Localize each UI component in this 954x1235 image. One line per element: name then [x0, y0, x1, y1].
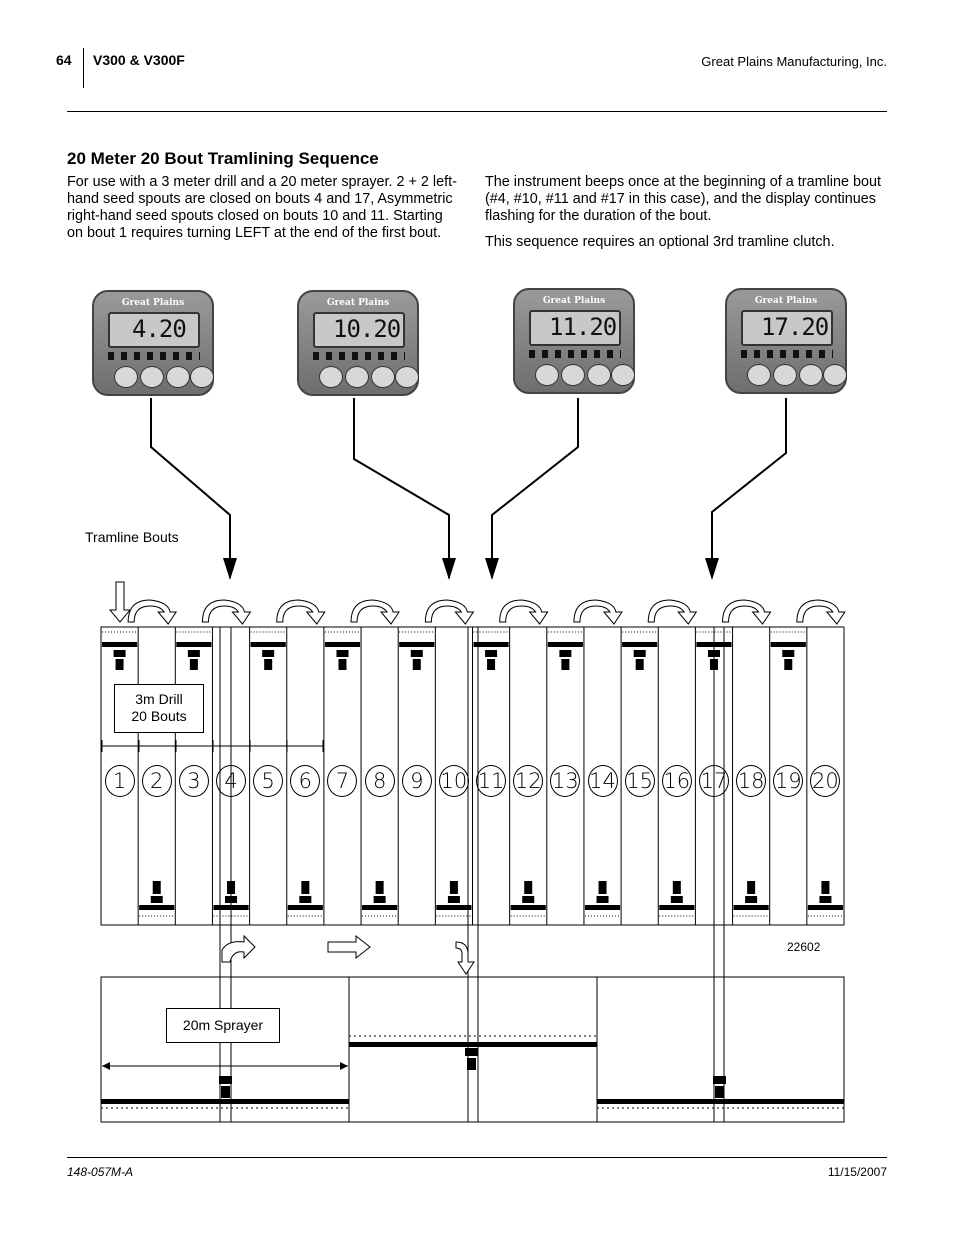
- start-down-arrow: [110, 582, 130, 622]
- figure-number: 22602: [787, 940, 821, 954]
- rate-monitor-bout-10: [297, 290, 419, 396]
- drill-label-box: [114, 684, 204, 733]
- sprayer-turn-arrow: [222, 936, 255, 962]
- bout-number: 15: [625, 765, 655, 797]
- drill-bottom-mark: [659, 881, 694, 916]
- bout-number: 2: [142, 765, 172, 797]
- drill-bottom-mark: [511, 881, 546, 916]
- clutch-paragraph: This sequence requires an optional 3rd tramline clutch.: [485, 234, 835, 250]
- monitor-brand: Great Plains: [754, 296, 818, 306]
- drill-top-mark: [325, 632, 360, 670]
- sprayer-return-arrow: [456, 942, 474, 974]
- turn-arrow: [574, 600, 622, 624]
- bout-number: 19: [773, 765, 803, 797]
- monitor-status-icons: [108, 352, 200, 360]
- bout-number: 5: [253, 765, 283, 797]
- bout-number: 1: [105, 765, 135, 797]
- section-title: 20 Meter 20 Bout Tramlining Sequence: [67, 149, 379, 168]
- bout-number: 11: [476, 765, 506, 797]
- monitor-button: [140, 366, 164, 388]
- monitor-button: [611, 364, 635, 386]
- monitor-screen: [313, 312, 405, 348]
- turn-arrow: [128, 600, 176, 624]
- tramline-bouts-label: Tramline Bouts: [85, 529, 179, 545]
- bout-number: 8: [365, 765, 395, 797]
- monitor-button: [561, 364, 585, 386]
- bout-number: 17: [699, 765, 729, 797]
- monitor-button: [371, 366, 395, 388]
- leader-line-bout-10: [354, 398, 449, 578]
- bout-number: 13: [550, 765, 580, 797]
- bout-number: 18: [736, 765, 766, 797]
- bout-number: 3: [179, 765, 209, 797]
- bout-number: 10: [439, 765, 469, 797]
- bout-number: 12: [513, 765, 543, 797]
- beep-paragraph: The instrument beeps once at the beginning of a tramline bout (#4, #10, #11 and #17 in this case), and the display continues flashing for the duration of the bout.: [485, 174, 881, 224]
- turn-arrow: [425, 600, 473, 624]
- monitor-button: [823, 364, 847, 386]
- drill-bottom-mark: [585, 881, 620, 916]
- drill-label-line1: 3m Drill: [135, 691, 183, 707]
- leader-line-bout-17: [712, 398, 786, 578]
- monitor-status-icons: [313, 352, 405, 360]
- drill-top-mark: [548, 632, 583, 670]
- monitor-brand: Great Plains: [542, 296, 606, 306]
- bout-number: 20: [810, 765, 840, 797]
- bout-number: 14: [588, 765, 618, 797]
- page-number: 64: [56, 52, 72, 68]
- monitor-button: [535, 364, 559, 386]
- monitor-button: [395, 366, 419, 388]
- drill-top-mark: [102, 632, 137, 670]
- drill-label-line2: 20 Bouts: [131, 708, 187, 724]
- turn-arrow: [277, 600, 325, 624]
- turn-arrow: [351, 600, 399, 624]
- bout-number: 4: [216, 765, 246, 797]
- monitor-button: [799, 364, 823, 386]
- sprayer-label: 20m Sprayer: [182, 1017, 264, 1033]
- drill-top-mark: [251, 632, 286, 670]
- monitor-readout: 10.20: [333, 315, 401, 343]
- document-number: 148-057M-A: [67, 1165, 134, 1179]
- drill-bottom-mark: [288, 881, 323, 916]
- monitor-brand: Great Plains: [326, 298, 390, 308]
- rate-monitor-bout-11: [513, 288, 635, 394]
- model-name: V300 & V300F: [93, 52, 185, 68]
- bout-number: 6: [290, 765, 320, 797]
- monitor-button: [190, 366, 214, 388]
- company-name: Great Plains Manufacturing, Inc.: [701, 54, 887, 69]
- drill-top-mark: [474, 632, 509, 670]
- bout-width-dimensions: [102, 740, 323, 752]
- sprayer-right-arrow: [328, 936, 370, 958]
- monitor-button: [319, 366, 343, 388]
- monitor-status-icons: [741, 350, 833, 358]
- monitor-readout: 4.20: [132, 315, 186, 343]
- drill-bottom-mark: [734, 881, 769, 916]
- bout-number: 9: [402, 765, 432, 797]
- sprayer-label-box: [166, 1008, 280, 1043]
- drill-bottom-mark: [436, 881, 471, 916]
- monitor-button: [747, 364, 771, 386]
- turn-arrow: [202, 600, 250, 624]
- monitor-button: [587, 364, 611, 386]
- drill-top-mark: [399, 632, 434, 670]
- monitor-screen: [108, 312, 200, 348]
- monitor-screen: [529, 310, 621, 346]
- drill-top-mark: [622, 632, 657, 670]
- turn-arrow: [723, 600, 771, 624]
- footer-rule: [67, 1157, 887, 1158]
- drill-bottom-mark: [808, 881, 843, 916]
- bout-number: 7: [327, 765, 357, 797]
- monitor-brand: Great Plains: [121, 298, 185, 308]
- turn-arrow: [500, 600, 548, 624]
- monitor-button: [114, 366, 138, 388]
- drill-bottom-mark: [362, 881, 397, 916]
- monitor-readout: 11.20: [549, 313, 617, 341]
- turn-arrow: [648, 600, 696, 624]
- footer-date: 11/15/2007: [827, 1165, 887, 1179]
- monitor-button: [773, 364, 797, 386]
- intro-paragraph: For use with a 3 meter drill and a 20 meter sprayer. 2 + 2 left-hand seed spouts are closed on bouts 4 and 17, Asymmetric right-hand seed spouts closed on bouts 10 and 11. Starting on bout 1 requires turning LEFT at the end of the first bout.: [67, 174, 457, 241]
- rate-monitor-bout-17: [725, 288, 847, 394]
- monitor-button: [166, 366, 190, 388]
- drill-bottom-mark: [139, 881, 174, 916]
- rate-monitor-bout-4: [92, 290, 214, 396]
- monitor-readout: 17.20: [761, 313, 829, 341]
- turn-arrow: [797, 600, 845, 624]
- monitor-status-icons: [529, 350, 621, 358]
- monitor-screen: [741, 310, 833, 346]
- leader-line-bout-11: [492, 398, 578, 578]
- drill-top-mark: [176, 632, 211, 670]
- bout-number: 16: [662, 765, 692, 797]
- drill-top-mark: [771, 632, 806, 670]
- monitor-button: [345, 366, 369, 388]
- leader-line-bout-4: [151, 398, 230, 578]
